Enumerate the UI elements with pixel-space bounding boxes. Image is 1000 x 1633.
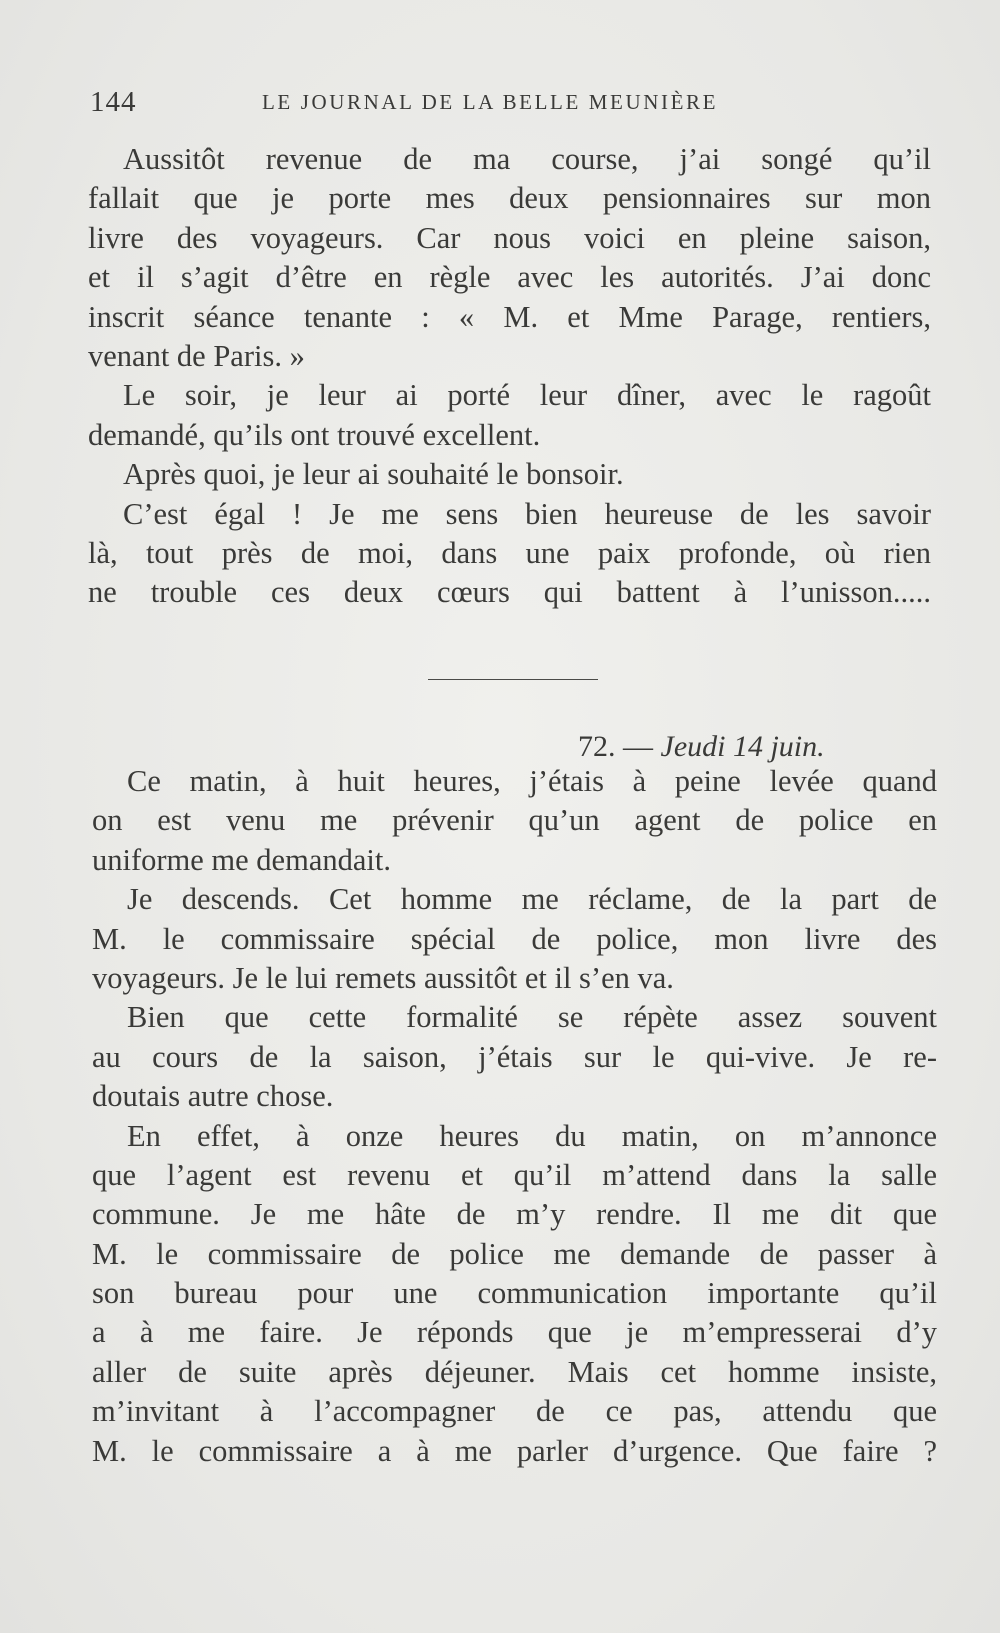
text-line: uniforme me demandait. [92,842,391,877]
text-line: Bien que cette formalité se répète assez souvent [127,1000,937,1035]
running-header [90,86,780,126]
text-line: Le soir, je leur ai porté leur dîner, avec le ragoût [123,378,931,413]
text-line: M. le commissaire a à me parler d’urgence. Que faire ? [92,1433,937,1468]
entry-heading [578,730,825,764]
text-line: voyageurs. Je le lui remets aussitôt et il s’en va. [92,960,674,995]
text-line: Je descends. Cet homme me réclame, de la part de [127,882,937,917]
text-line: livre des voyageurs. Car nous voici en pleine saison, [88,220,931,255]
text-line: fallait que je porte mes deux pensionnaires sur mon [88,181,931,216]
running-title: LE JOURNAL DE LA BELLE MEUNIÈRE [262,90,719,114]
section-divider [428,679,598,680]
text-line: que l’agent est revenu et qu’il m’attend dans la salle [92,1157,937,1192]
text-line: et il s’agit d’être en règle avec les autorités. J’ai donc [88,260,931,295]
text-line: au cours de la saison, j’étais sur le qui-vive. Je re- [92,1039,937,1074]
text-line: demandé, qu’ils ont trouvé excellent. [88,417,541,452]
entry-date: Jeudi 14 juin. [660,730,825,763]
text-line: Ce matin, à huit heures, j’étais à peine levée quand [127,764,937,798]
paragraph-block-1 [88,140,931,613]
text-line: Aussitôt revenue de ma course, j’ai songé qu’il [123,142,931,176]
text-line: on est venu me prévenir qu’un agent de police en [92,803,937,838]
text-line: là, tout près de moi, dans une paix profonde, où rien [88,535,931,570]
page-number: 144 [90,86,137,118]
text-line: venant de Paris. » [88,338,305,373]
entry-number: 72. — [578,730,653,763]
text-line: En effet, à onze heures du matin, on m’annonce [127,1118,937,1153]
text-line: M. le commissaire spécial de police, mon livre des [92,921,937,956]
text-line: commune. Je me hâte de m’y rendre. Il me dit que [92,1197,937,1232]
text-line: ne trouble ces deux cœurs qui battent à l’unisson..... [88,575,931,610]
text-line: Après quoi, je leur ai souhaité le bonsoir. [123,457,624,492]
text-line: inscrit séance tenante : « M. et Mme Parage, rentiers, [88,299,931,334]
text-line: son bureau pour une communication importante qu’il [92,1276,937,1311]
text-line: C’est égal ! Je me sens bien heureuse de les savoir [123,496,931,531]
text-line: M. le commissaire de police me demande de passer à [92,1236,937,1271]
paragraph-block-2 [92,762,937,1471]
text-line: aller de suite après déjeuner. Mais cet homme insiste, [92,1354,937,1389]
text-line: a à me faire. Je réponds que je m’empresserai d’y [92,1315,937,1350]
text-line: m’invitant à l’accompagner de ce pas, attendu que [92,1394,937,1429]
text-line: doutais autre chose. [92,1079,334,1114]
